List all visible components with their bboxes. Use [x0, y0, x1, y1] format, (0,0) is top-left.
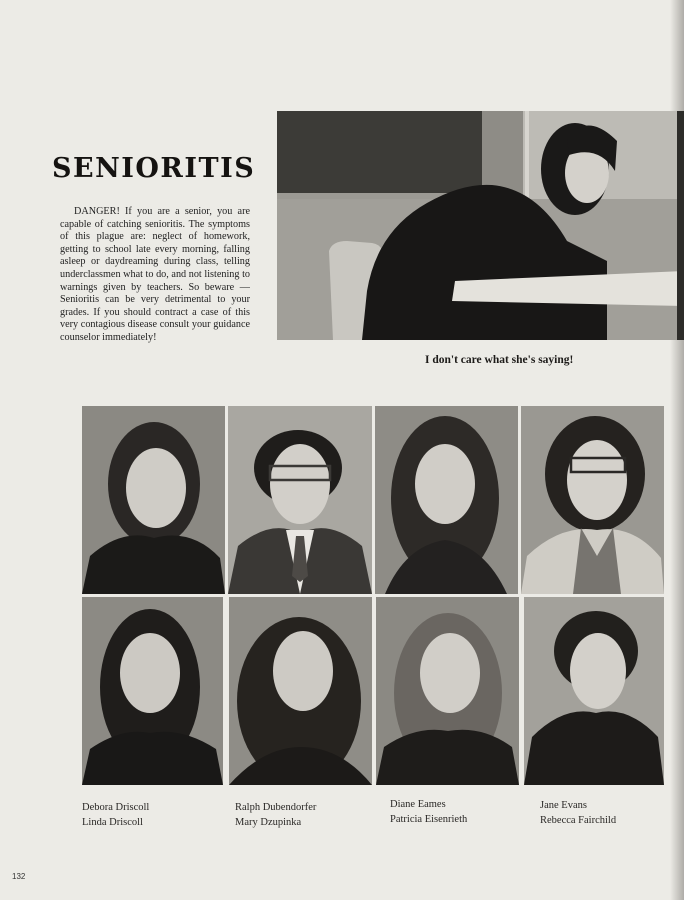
student-name: Linda Driscoll: [82, 817, 143, 828]
student-name: Debora Driscoll: [82, 802, 150, 813]
feature-photo: [277, 111, 684, 340]
names-column-4: [540, 798, 616, 828]
portrait-rebecca-fairchild: [524, 597, 664, 785]
portrait-mary-dzupinka: [229, 597, 372, 785]
names-column-1: [82, 800, 149, 830]
photo-caption: I don't care what she's saying!: [425, 354, 574, 366]
student-name: Diane Eames: [390, 799, 446, 810]
names-column-2: [235, 800, 316, 830]
article-body: DANGER! If you are a senior, you are capable of catching senioritis. The symptoms of this plague are: neglect of homework, getting to school late every morning, falling asleep or daydreaming during class, telling underclassmen what to do, and not listening to warnings given by teachers. So beware — Senioritis can be very detrimental to your grades. If you should contract a case of this very contagious disease consult your guidance counselor immediately!: [60, 206, 250, 343]
page-number: 132: [12, 872, 26, 881]
student-name: Mary Dzupinka: [235, 817, 302, 828]
portrait-diane-eames: [375, 406, 518, 594]
student-name: Patricia Eisenrieth: [390, 814, 468, 825]
portrait-linda-driscoll: [82, 597, 223, 785]
portrait-debora-driscoll: [82, 406, 225, 594]
names-column-3: [390, 797, 467, 827]
article-title: SENIORITIS: [52, 153, 256, 184]
student-name: Rebecca Fairchild: [540, 815, 617, 826]
portrait-jane-evans: [521, 406, 664, 594]
portrait-patricia-eisenrieth: [376, 597, 519, 785]
portrait-ralph-dubendorfer: [228, 406, 372, 594]
student-name: Jane Evans: [540, 800, 587, 811]
student-name: Ralph Dubendorfer: [235, 802, 317, 813]
